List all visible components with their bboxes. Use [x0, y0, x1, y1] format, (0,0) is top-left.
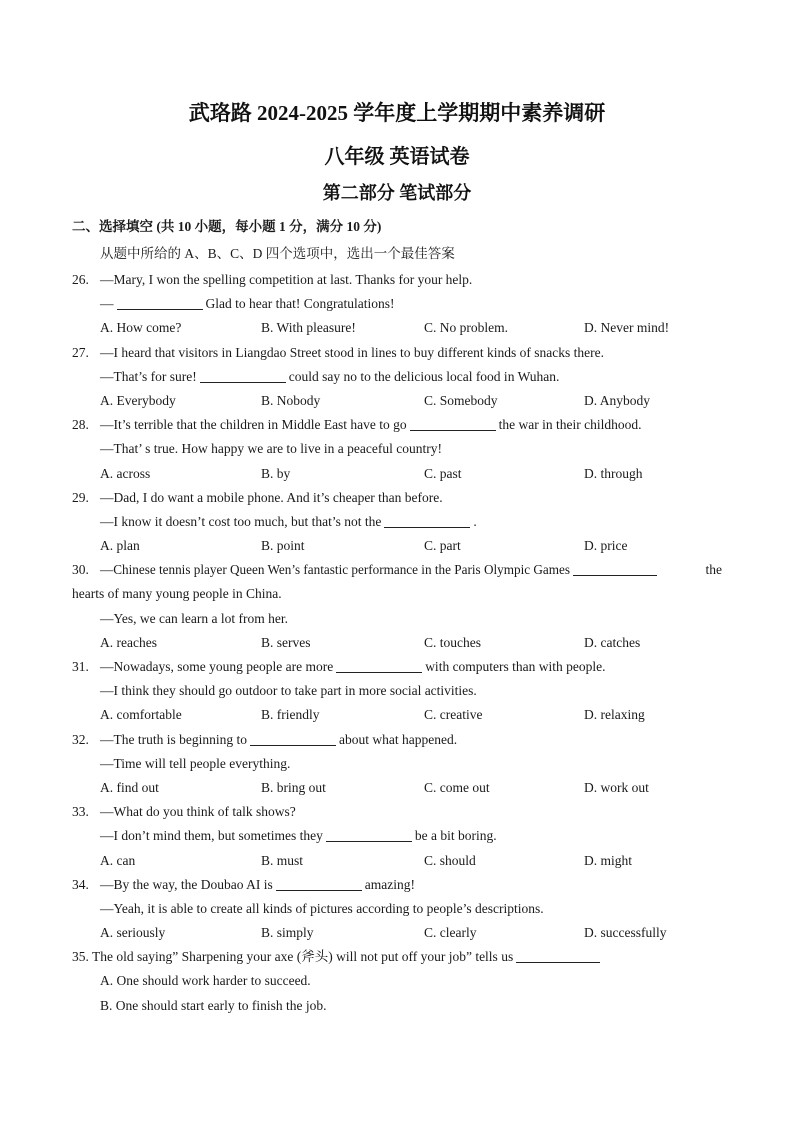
- option-a[interactable]: A. One should work harder to succeed.: [100, 973, 311, 989]
- option-a[interactable]: A. across: [100, 465, 151, 481]
- answer-blank[interactable]: [573, 574, 657, 576]
- option-b[interactable]: B. serves: [261, 634, 311, 650]
- question-line: —Mary, I won the spelling competition at last. Thanks for your help.: [100, 272, 473, 287]
- option-a[interactable]: A. plan: [100, 538, 140, 554]
- question-number: 33.: [72, 804, 89, 820]
- answer-blank[interactable]: [326, 840, 412, 842]
- option-d[interactable]: D. relaxing: [584, 707, 645, 723]
- question-line: amazing!: [364, 876, 415, 892]
- question-27: [0, 341, 794, 414]
- question-line: about what happened.: [338, 731, 458, 747]
- option-a[interactable]: A. Everybody: [100, 392, 176, 408]
- section-instruction: 从题中所给的 A、B、C、D 四个选项中，选出一个最佳答案: [100, 246, 455, 261]
- option-a[interactable]: A. can: [100, 852, 136, 868]
- option-c[interactable]: C. creative: [424, 707, 483, 723]
- question-29: [0, 486, 794, 559]
- question-30: [0, 558, 794, 655]
- option-a[interactable]: A. How come?: [100, 320, 182, 336]
- question-line: —I don’t mind them, but sometimes they: [100, 828, 323, 844]
- question-line: —The truth is beginning to: [100, 731, 247, 747]
- option-a[interactable]: A. find out: [100, 779, 159, 795]
- option-b[interactable]: B. friendly: [261, 707, 320, 723]
- option-c[interactable]: C. come out: [424, 779, 490, 795]
- answer-blank[interactable]: [384, 526, 470, 528]
- option-a[interactable]: A. reaches: [100, 634, 157, 650]
- option-d[interactable]: D. Anybody: [584, 392, 651, 408]
- question-number: 34.: [72, 876, 89, 892]
- option-d[interactable]: D. Never mind!: [584, 320, 670, 336]
- exam-subtitle: 八年级 英语试卷: [324, 146, 470, 168]
- option-b[interactable]: B. must: [261, 852, 304, 868]
- question-line: —: [100, 296, 114, 312]
- question-number: 29.: [72, 489, 89, 505]
- answer-blank[interactable]: [276, 889, 362, 891]
- question-line: could say no to the delicious local food in Wuhan.: [288, 368, 560, 384]
- option-d[interactable]: D. might: [584, 852, 633, 868]
- option-c[interactable]: C. past: [424, 465, 462, 481]
- question-line: —I heard that visitors in Liangdao Street stood in lines to buy different kinds of snacks there.: [100, 344, 605, 360]
- option-c[interactable]: C. No problem.: [424, 320, 508, 336]
- question-31: [0, 655, 794, 728]
- option-b[interactable]: B. point: [261, 538, 305, 554]
- question-line: hearts of many young people in China.: [72, 586, 282, 602]
- question-line: —It’s terrible that the children in Middle East have to go: [100, 417, 407, 433]
- option-a[interactable]: A. comfortable: [100, 707, 182, 723]
- answer-blank[interactable]: [336, 671, 422, 673]
- answer-blank[interactable]: [516, 961, 600, 963]
- option-b[interactable]: B. bring out: [261, 779, 326, 795]
- option-c[interactable]: C. should: [424, 852, 476, 868]
- question-line: —Chinese tennis player Queen Wen’s fantastic performance in the Paris Olympic Games: [100, 562, 571, 578]
- option-b[interactable]: B. by: [261, 465, 291, 481]
- option-b[interactable]: B. simply: [261, 925, 314, 941]
- question-34: [0, 873, 794, 946]
- question-33: [0, 800, 794, 873]
- question-line: The old saying” Sharpening your axe (斧头) will not put off your job” tells us: [92, 949, 514, 965]
- option-b[interactable]: B. With pleasure!: [261, 320, 356, 336]
- exam-title: 武珞路 2024-2025 学年度上学期期中素养调研: [188, 101, 606, 125]
- question-line: —That’s for sure!: [100, 368, 197, 384]
- question-line: .: [473, 513, 477, 529]
- question-number: 26.: [72, 272, 89, 287]
- option-b[interactable]: B. Nobody: [261, 392, 321, 408]
- answer-blank[interactable]: [117, 308, 203, 310]
- question-line: —Nowadays, some young people are more: [100, 659, 334, 674]
- option-d[interactable]: D. successfully: [584, 925, 667, 941]
- answer-blank[interactable]: [200, 381, 286, 383]
- question-35: [0, 945, 794, 1018]
- question-line: the war in their childhood.: [498, 417, 642, 433]
- question-line: —That’ s true. How happy we are to live in a peaceful country!: [100, 441, 442, 457]
- question-list: [0, 268, 794, 1018]
- question-32: [0, 728, 794, 801]
- question-number: 31.: [72, 659, 89, 674]
- question-line: —Dad, I do want a mobile phone. And it’s cheaper than before.: [100, 489, 443, 505]
- question-number: 28.: [72, 417, 89, 433]
- option-d[interactable]: D. through: [584, 465, 643, 481]
- option-d[interactable]: D. catches: [584, 634, 641, 650]
- question-number: 27.: [72, 344, 89, 360]
- option-c[interactable]: C. Somebody: [424, 392, 498, 408]
- option-c[interactable]: C. clearly: [424, 925, 477, 941]
- question-line: —Time will tell people everything.: [100, 755, 291, 771]
- question-line: the: [705, 562, 722, 578]
- question-line: be a bit boring.: [414, 828, 497, 844]
- answer-blank[interactable]: [410, 429, 496, 431]
- option-d[interactable]: D. work out: [584, 779, 649, 795]
- answer-blank[interactable]: [250, 744, 336, 746]
- option-c[interactable]: C. touches: [424, 634, 481, 650]
- question-line: Glad to hear that! Congratulations!: [205, 296, 395, 312]
- question-28: [0, 413, 794, 486]
- question-line: —Yes, we can learn a lot from her.: [100, 610, 288, 626]
- option-c[interactable]: C. part: [424, 538, 461, 554]
- question-line: —What do you think of talk shows?: [100, 804, 296, 820]
- question-number: 35.: [72, 949, 89, 965]
- section-heading: 二、选择填空 (共 10 小题，每小题 1 分，满分 10 分): [72, 219, 382, 234]
- question-line: with computers than with people.: [425, 659, 606, 674]
- question-number: 30.: [72, 562, 89, 578]
- question-line: —Yeah, it is able to create all kinds of pictures according to people’s descriptions.: [100, 900, 544, 916]
- question-line: —By the way, the Doubao AI is: [100, 876, 273, 892]
- question-line: —I know it doesn’t cost too much, but that’s not the: [100, 513, 382, 529]
- exam-part-heading: 第二部分 笔试部分: [322, 183, 472, 203]
- question-line: —I think they should go outdoor to take part in more social activities.: [100, 683, 477, 699]
- question-number: 32.: [72, 731, 89, 747]
- question-26: [0, 268, 794, 341]
- option-b[interactable]: B. One should start early to finish the job.: [100, 997, 327, 1013]
- option-a[interactable]: A. seriously: [100, 925, 166, 941]
- option-d[interactable]: D. price: [584, 538, 628, 554]
